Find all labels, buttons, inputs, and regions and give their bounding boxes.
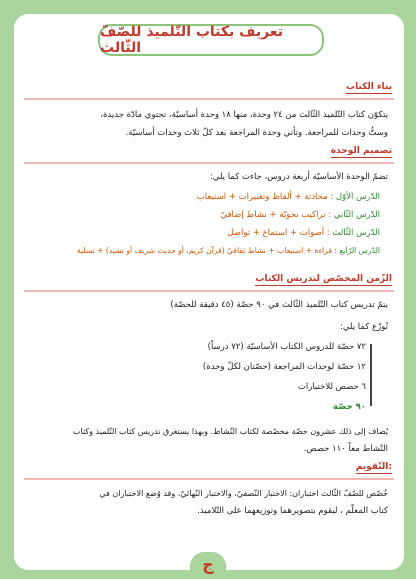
page-title: تعريف بكتاب التّلميذ للصّفّ الثّالث: [98, 24, 324, 56]
section-heading-unit-design: تصميم الوحدة: [330, 146, 392, 156]
lesson-name: الدّرس الرّابع: [339, 246, 380, 255]
assessment-line: خُصّص للصّفّ الثّالث اختباران: الاختبار النّصفيّ، والاختبار النّهائيّ، وقد وُضع الاختباران في: [99, 489, 388, 498]
distribution-row: ٧٢ حصّة للدروس الكتاب الأساسيّة (٧٢ درساً): [207, 342, 366, 352]
unit-intro: تضمّ الوحدة الأساسيّة أربعة دروس، جاءت كما يلي:: [209, 172, 388, 182]
section-divider: [24, 478, 394, 480]
distribution-intro: تُوزّع كما يلي:: [339, 322, 388, 332]
paragraph-line: وستُّ وحدات للمراجعة. وتأتي وحدة المراجعة بعد كلّ ثلاث وحدات أساسيّة.: [125, 128, 388, 138]
lesson-item: [77, 244, 380, 258]
distribution-total: ٩٠ حصّة: [332, 402, 366, 412]
lesson-name: الدّرس الثّالث: [332, 228, 380, 238]
lesson-content: : قراءة + استيعاب + نشاط ثقافيّ (قرآن كريم، أو حديث شريف أو نشيد) + تسلية: [76, 246, 337, 255]
lesson-name: الدّرس الأوّل: [335, 192, 380, 202]
section-heading-teaching-time: الزّمن المخصّص لتدريس الكتاب: [255, 274, 392, 284]
paragraph-line: يتكوّن كتاب التّلميذ الثّالث من ٢٤ وحدة، منها ١٨ وحدة أساسيّة، تحتوي مادّة جديدة،: [100, 110, 388, 120]
section-heading-assessment: التّقويم:: [355, 462, 392, 472]
page-number: ج: [190, 552, 226, 578]
distribution-arrow: [370, 344, 372, 406]
note-line: النّشاط معاً ١١٠ حصص.: [303, 444, 388, 454]
section-heading-book-structure: بناء الكتاب: [346, 82, 392, 92]
lesson-item: [227, 226, 380, 240]
lesson-content: : محادثة + ألفاظ وتعبيرات + استيعاب: [196, 192, 334, 202]
lesson-item: [197, 190, 380, 204]
lesson-item: [220, 208, 380, 222]
lesson-name: الدّرس الثّاني: [333, 210, 380, 220]
section-divider: [24, 98, 394, 100]
section-divider: [24, 162, 394, 164]
section-divider: [24, 290, 394, 292]
lesson-content: : تراكيب نحويّة + نشاط إضافيّ: [220, 210, 332, 220]
assessment-line: كتاب المعلّم ، ليقوم بتصويرهما وتوزيعهما على التّلاميذ.: [197, 506, 388, 516]
distribution-row: ٦ حصص للاختبارات: [297, 382, 366, 392]
lesson-content: : أصوات + استماع + تواصل: [227, 228, 330, 238]
time-intro: يتمّ تدريس كتاب التّلميذ الثّالث في ٩٠ حصّة (٤٥ دقيقة للحصّة): [170, 300, 388, 310]
note-line: يُضاف إلى ذلك عشرون حصّة مخصّصة لكتاب النّشاط. وبهذا يستغرق تدريس كتاب التّلميذ وكتاب: [72, 427, 388, 436]
distribution-row: ١٢ حصّة لوحدات المراجعة (حصّتان لكلّ وحدة): [202, 362, 366, 372]
